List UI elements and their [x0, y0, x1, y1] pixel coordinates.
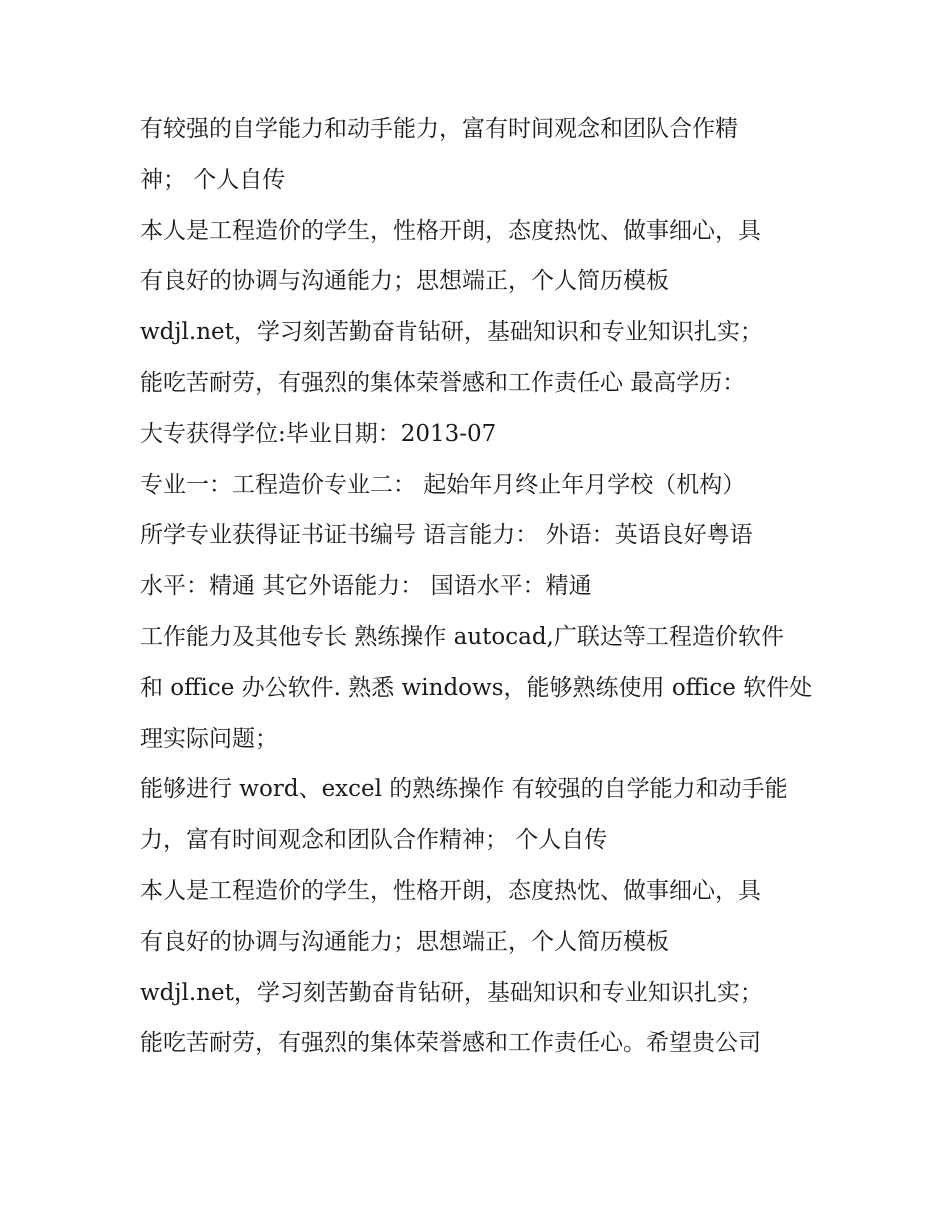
- body-text: [140, 104, 820, 1069]
- text-line: 能吃苦耐劳，有强烈的集体荣誉感和工作责任心。希望贵公司: [140, 1030, 761, 1057]
- text-line: wdjl.net，学习刻苦勤奋肯钻研，基础知识和专业知识扎实；: [140, 979, 763, 1006]
- text-line: 本人是工程造价的学生，性格开朗，态度热忱、做事细心，具: [140, 217, 761, 244]
- text-line: 有良好的协调与沟通能力；思想端正，个人简历模板: [140, 268, 669, 295]
- text-line: 水平：精通 其它外语能力： 国语水平：精通: [140, 573, 592, 600]
- text-line: 有良好的协调与沟通能力；思想端正，个人简历模板: [140, 928, 669, 955]
- text-line: 工作能力及其他专长 熟练操作 autocad,广联达等工程造价软件: [140, 623, 784, 650]
- text-line: 和 office 办公软件. 熟悉 windows，能够熟练使用 office 软件处: [140, 674, 813, 701]
- text-line: 理实际问题；: [140, 725, 278, 752]
- text-line: 能够进行 word、excel 的熟练操作 有较强的自学能力和动手能: [140, 776, 788, 803]
- text-line: 神； 个人自传: [140, 166, 286, 193]
- text-line: 所学专业获得证书证书编号 语言能力： 外语：英语良好粤语: [140, 522, 753, 549]
- text-line: 力，富有时间观念和团队合作精神； 个人自传: [140, 827, 608, 854]
- text-line: 大专获得学位:毕业日期：2013-07: [140, 420, 497, 447]
- text-line: 本人是工程造价的学生，性格开朗，态度热忱、做事细心，具: [140, 877, 761, 904]
- text-line: 有较强的自学能力和动手能力，富有时间观念和团队合作精: [140, 116, 738, 142]
- text-line: 专业一：工程造价专业二： 起始年月终止年月学校（机构）: [140, 471, 746, 498]
- text-line: wdjl.net，学习刻苦勤奋肯钻研，基础知识和专业知识扎实；: [140, 319, 763, 346]
- text-line: 能吃苦耐劳，有强烈的集体荣誉感和工作责任心 最高学历：: [140, 369, 746, 396]
